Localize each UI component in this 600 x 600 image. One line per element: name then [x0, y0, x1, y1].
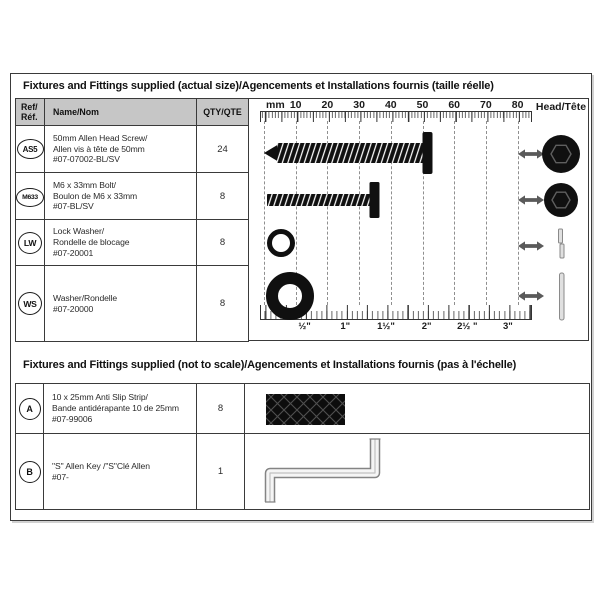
screw-head-icon [542, 135, 580, 173]
actual-size-drawings [249, 99, 588, 339]
double-arrow-icon [518, 241, 544, 250]
ref-header-line2: Réf. [21, 112, 38, 122]
name-column-header: Name/Nom [45, 99, 197, 126]
screw-drawing [264, 132, 433, 174]
mm-tick-label: 40 [384, 99, 397, 111]
part-name-fr: Rondelle de blocage [53, 237, 130, 248]
mm-tick-label: 10 [289, 99, 302, 111]
table-row [16, 384, 590, 434]
part-number: #07-07002-BL/SV [53, 154, 120, 165]
part-qty: 8 [197, 266, 249, 342]
mm-tick-label: 50 [416, 99, 429, 111]
inch-tick-label: 1" [340, 321, 351, 332]
part-name: Lock Washer/ [53, 226, 105, 237]
table-row [16, 220, 249, 266]
table-row [16, 434, 590, 510]
part-number: #07-BL/SV [53, 201, 94, 212]
part-name-fr: Boulon de M6 x 33mm [53, 190, 138, 201]
inch-tick-label: 1½" [377, 321, 395, 332]
ref-badge-a: A [19, 398, 41, 420]
ref-badge-m633: M633 [16, 188, 44, 207]
section1-title: Fixtures and Fittings supplied (actual size)/Agencements et Installations fournis (taille réelle) [23, 80, 494, 92]
ref-header-line1: Ref/ [21, 101, 38, 112]
mm-tick-label: 60 [448, 99, 461, 111]
washer-side-icon [560, 273, 565, 320]
ref-badge-lw: LW [18, 232, 42, 254]
bolt-drawing [267, 182, 380, 218]
part-name: 50mm Allen Head Screw/ [53, 132, 148, 143]
section2-title: Fixtures and Fittings supplied (not to scale)/Agencements et Installations fournis (pas à l'échelle) [23, 359, 517, 371]
double-arrow-icon [518, 195, 544, 204]
double-arrow-icon [518, 149, 544, 158]
actual-size-panel [248, 98, 589, 341]
part-name: Washer/Rondelle [53, 292, 118, 303]
allen-key-drawing [245, 434, 588, 508]
part-qty: 1 [197, 434, 245, 510]
part-number: #07- [52, 471, 69, 482]
part-name: M6 x 33mm Bolt/ [53, 179, 116, 190]
mm-tick-label: 30 [353, 99, 365, 111]
part-name-fr: Bande antidérapante 10 de 25mm [52, 403, 179, 414]
ref-badge-ws: WS [18, 292, 42, 315]
inch-tick-label: ½" [298, 321, 311, 332]
part-name: 10 x 25mm Anti Slip Strip/ [52, 392, 148, 403]
inch-tick-label: 3" [502, 321, 513, 332]
inch-tick-label: 2½ " [457, 321, 478, 332]
washer-drawing [272, 278, 308, 314]
ref-column-header [16, 99, 45, 126]
part-number: #07-20001 [53, 247, 94, 258]
part-number: #07-20000 [53, 303, 94, 314]
fittings-table-not-to-scale [15, 383, 590, 510]
fittings-table-actual-size [15, 98, 249, 342]
mm-unit-label: mm [266, 99, 285, 111]
anti-slip-strip-drawing [245, 384, 588, 432]
bolt-head-icon [544, 183, 578, 217]
part-qty: 24 [197, 126, 249, 173]
part-qty: 8 [197, 220, 249, 266]
part-qty: 8 [197, 384, 245, 434]
head-column-label: Head/Tête [535, 101, 587, 113]
lock-washer-side-icon [559, 229, 565, 258]
qty-column-header: QTY/QTE [197, 99, 249, 126]
double-arrow-icon [518, 291, 544, 300]
table-row [16, 173, 249, 220]
table-row [16, 266, 249, 342]
lock-washer-drawing [270, 232, 293, 255]
part-qty: 8 [197, 173, 249, 220]
mm-tick-label: 70 [480, 99, 492, 111]
table-header-row [16, 99, 249, 126]
part-name-fr: Allen vis à tête de 50mm [53, 143, 145, 154]
parts-list-sheet [10, 73, 592, 521]
table-row [16, 126, 249, 173]
ref-badge-b: B [19, 461, 41, 483]
inch-tick-label: 2" [421, 321, 432, 332]
part-number: #07-99006 [52, 413, 93, 424]
mm-tick-label: 80 [511, 99, 524, 111]
ref-badge-as5: AS5 [17, 139, 44, 159]
part-name: "S" Allen Key /"S"Clé Allen [52, 460, 150, 471]
mm-tick-label: 20 [321, 99, 334, 111]
